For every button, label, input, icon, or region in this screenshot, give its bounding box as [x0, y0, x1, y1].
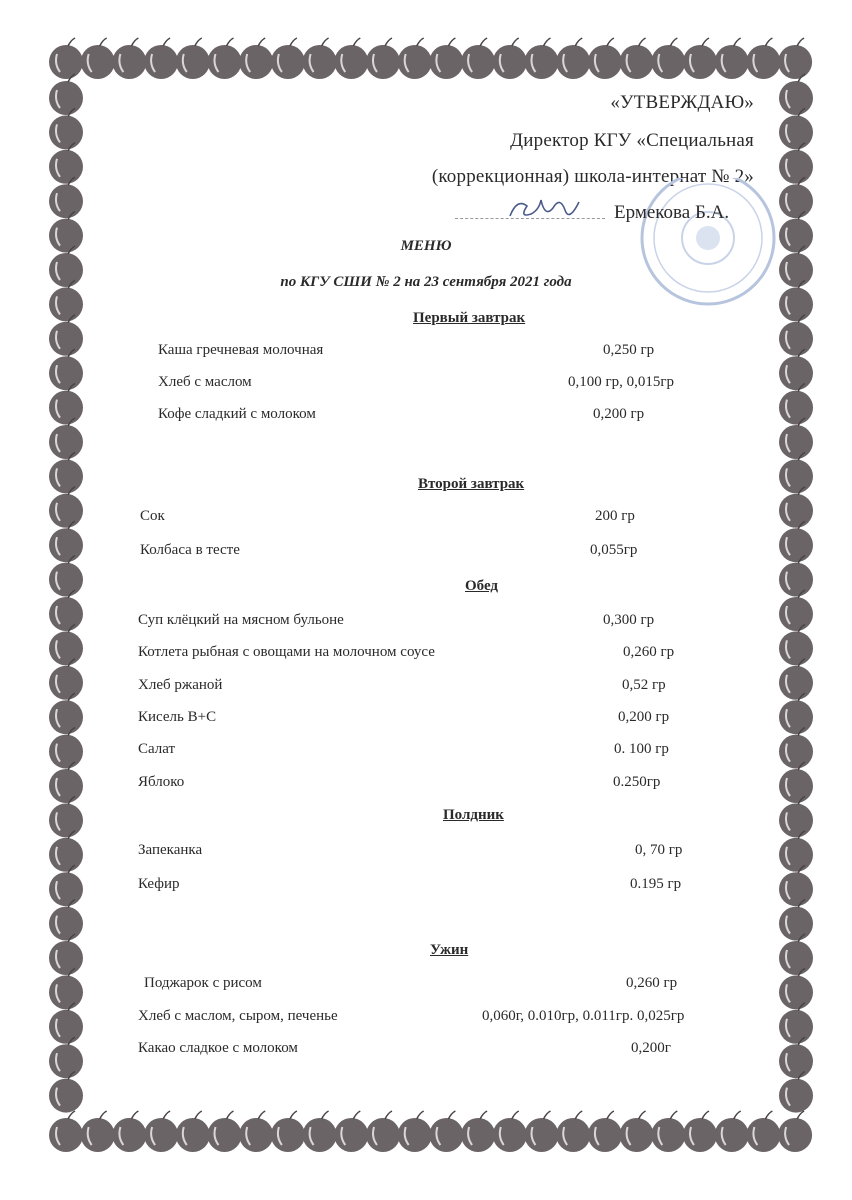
section-breakfast1-title: Первый завтрак [413, 310, 526, 326]
fruit-icon [176, 1111, 210, 1152]
menu-item: Колбаса в тесте [140, 542, 240, 558]
menu-item-qty: 0,260 гр [626, 975, 678, 991]
menu-item-qty: 0,055гр [590, 542, 638, 558]
fruit-icon [651, 1111, 685, 1152]
fruit-icon [588, 1111, 622, 1152]
fruit-icon [398, 38, 432, 79]
fruit-icon [556, 1111, 590, 1152]
menu-item: Сок [140, 508, 165, 524]
menu-item-qty: 0, 70 гр [635, 842, 683, 858]
fruit-icon [49, 1111, 83, 1152]
fruit-icon [620, 38, 654, 79]
menu-item: Поджарок с рисом [144, 975, 262, 991]
fruit-icon [208, 38, 242, 79]
fruit-icon [208, 1111, 242, 1152]
menu-item-qty: 0,060г, 0.010гр, 0.011гр. 0,025гр [482, 1008, 685, 1024]
section-snack-title: Полдник [443, 807, 504, 823]
menu-item: Яблоко [138, 774, 185, 790]
menu-item: Хлеб с маслом [158, 374, 252, 390]
signer-name: Ермекова Б.А. [614, 202, 730, 223]
fruit-icon [239, 38, 273, 79]
fruit-icon [493, 38, 527, 79]
fruit-icon [620, 1111, 654, 1152]
fruit-icon [239, 1111, 273, 1152]
fruit-icon [461, 1111, 495, 1152]
signature-icon [505, 188, 585, 228]
fruit-icon [271, 1111, 305, 1152]
fruit-icon [746, 38, 780, 79]
fruit-icon [398, 1111, 432, 1152]
fruit-icon [303, 38, 337, 79]
menu-item-qty: 0,200 гр [618, 709, 670, 725]
fruit-icon [779, 74, 813, 115]
section-dinner-title: Ужин [430, 942, 469, 958]
menu-item: Кофе сладкий с молоком [158, 406, 316, 422]
fruit-icon [81, 38, 115, 79]
menu-item-qty: 0,300 гр [603, 612, 655, 628]
fruit-icon [303, 1111, 337, 1152]
fruit-icon [366, 38, 400, 79]
menu-item: Котлета рыбная с овощами на молочном соусе [138, 644, 435, 660]
approval-organization: (коррекционная) школа-интернат № 2» [431, 166, 754, 187]
menu-item: Кефир [138, 876, 180, 892]
menu-item: Какао сладкое с молоком [138, 1040, 298, 1056]
menu-item-qty: 0,52 гр [622, 677, 666, 693]
fruit-icon [144, 38, 178, 79]
fruit-icon [334, 1111, 368, 1152]
menu-item: Суп клёцкий на мясном бульоне [138, 612, 344, 628]
fruit-icon [715, 1111, 749, 1152]
menu-item: Салат [138, 741, 176, 757]
fruit-icon [525, 38, 559, 79]
fruit-icon [683, 1111, 717, 1152]
menu-subtitle: по КГУ СШИ № 2 на 23 сентября 2021 года [280, 274, 572, 290]
fruit-icon [525, 1111, 559, 1152]
menu-item-qty: 0. 100 гр [614, 741, 669, 757]
menu-item: Каша гречневая молочная [158, 342, 324, 358]
fruit-icon [334, 38, 368, 79]
section-lunch-title: Обед [465, 578, 499, 594]
fruit-icon [778, 38, 812, 79]
fruit-icon [746, 1111, 780, 1152]
menu-item-qty: 0.195 гр [630, 876, 682, 892]
menu-item: Хлеб ржаной [138, 677, 223, 693]
fruit-icon [556, 38, 590, 79]
fruit-icon [49, 74, 83, 115]
fruit-icon [144, 1111, 178, 1152]
menu-item-qty: 200 гр [595, 508, 635, 524]
menu-item-qty: 0,260 гр [623, 644, 675, 660]
fruit-icon [112, 1111, 146, 1152]
menu-title: МЕНЮ [400, 238, 452, 254]
fruit-icon [112, 38, 146, 79]
menu-item: Хлеб с маслом, сыром, печенье [138, 1008, 338, 1024]
fruit-icon [683, 38, 717, 79]
approval-heading: «УТВЕРЖДАЮ» [610, 92, 754, 113]
menu-item-qty: 0,100 гр, 0,015гр [568, 374, 675, 390]
approval-position: Директор КГУ «Специальная [510, 130, 754, 151]
menu-item-qty: 0,200 гр [593, 406, 645, 422]
menu-item: Кисель В+С [138, 709, 217, 725]
fruit-icon [81, 1111, 115, 1152]
fruit-icon [429, 38, 463, 79]
fruit-icon [651, 38, 685, 79]
fruit-icon [461, 38, 495, 79]
fruit-icon [429, 1111, 463, 1152]
fruit-icon [778, 1111, 812, 1152]
menu-item-qty: 0,250 гр [603, 342, 655, 358]
fruit-icon [588, 38, 622, 79]
menu-item: Запеканка [138, 842, 203, 858]
fruit-icon [271, 38, 305, 79]
fruit-icon [176, 38, 210, 79]
menu-item-qty: 0,200г [631, 1040, 671, 1056]
fruit-icon [715, 38, 749, 79]
section-breakfast2-title: Второй завтрак [418, 476, 525, 492]
fruit-icon [49, 38, 83, 79]
menu-item-qty: 0.250гр [613, 774, 661, 790]
fruit-icon [493, 1111, 527, 1152]
fruit-icon [366, 1111, 400, 1152]
